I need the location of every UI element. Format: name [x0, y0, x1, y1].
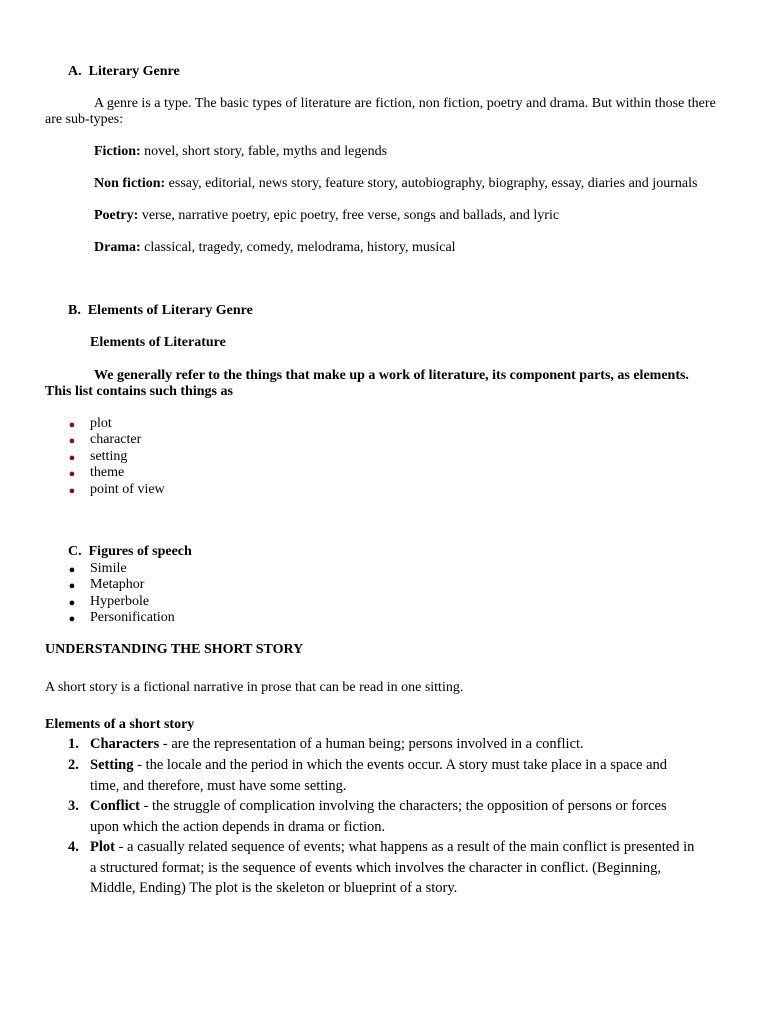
- section-b-title: Elements of Literary Genre: [87, 303, 253, 318]
- item-number: 3.: [68, 798, 79, 814]
- genre-poetry: [94, 208, 559, 224]
- section-b-heading: [68, 303, 253, 319]
- list-item-label: Personification: [90, 610, 175, 625]
- item-number: 1.: [68, 736, 79, 752]
- elements-intro-text-2: This list contains such things as: [45, 384, 233, 399]
- list-item-label: Simile: [90, 561, 127, 576]
- short-story-title: UNDERSTANDING THE SHORT STORY: [45, 642, 304, 657]
- elements-subheading: Elements of Literature: [90, 335, 226, 350]
- item-term: Conflict: [90, 798, 140, 814]
- bullet-icon: ●: [68, 613, 76, 625]
- genre-text: essay, editorial, news story, feature story, autobiography, biography, essay, diaries and journals: [165, 176, 698, 191]
- item-text-continued: Middle, Ending) The plot is the skeleton or blueprint of a story.: [90, 880, 458, 896]
- item-line: [90, 798, 667, 815]
- list-item-label: theme: [90, 465, 125, 480]
- genre-drama: [94, 240, 456, 256]
- list-item-label: Metaphor: [90, 577, 145, 592]
- elements-short-story-title: Elements of a short story: [45, 717, 195, 732]
- elements-intro-line-2: [45, 384, 233, 400]
- bullet-icon: ●: [68, 468, 76, 480]
- genre-fiction: [94, 144, 387, 160]
- bullet-icon: ●: [68, 580, 76, 592]
- bullet-icon: ●: [68, 435, 76, 447]
- elements-intro-line-1: [94, 368, 689, 384]
- elements-short-story-heading: [45, 717, 194, 733]
- item-number: 4.: [68, 839, 79, 855]
- genre-intro-line-1: A genre is a type. The basic types of literature are fiction, non fiction, poetry and drama. But within those there: [94, 96, 716, 111]
- item-text: - the locale and the period in which the events occur. A story must take place in a space and: [133, 757, 668, 773]
- short-story-definition: A short story is a fictional narrative in prose that can be read in one sitting.: [45, 680, 464, 695]
- bullet-icon: ●: [68, 597, 76, 609]
- item-text: - are the representation of a human being; persons involved in a conflict.: [159, 736, 584, 752]
- genre-label: Fiction:: [94, 144, 141, 159]
- genre-nonfiction: [94, 176, 697, 192]
- short-story-heading: [45, 642, 303, 658]
- item-line: [90, 757, 667, 774]
- bullet-icon: ●: [68, 419, 76, 431]
- section-b-letter: B.: [68, 303, 81, 318]
- section-c-letter: C.: [68, 544, 82, 559]
- item-text: - a casually related sequence of events; what happens as a result of the main conflict is presented in: [114, 839, 695, 855]
- genre-intro-line-2: are sub-types:: [45, 112, 124, 127]
- list-item-label: character: [90, 432, 142, 447]
- bullet-icon: ●: [68, 485, 76, 497]
- item-text-continued: time, and therefore, must have some setting.: [90, 778, 347, 794]
- item-text: - the struggle of complication involving the characters; the opposition of persons or forces: [139, 798, 667, 814]
- list-item-label: plot: [90, 416, 112, 431]
- bullet-icon: ●: [68, 564, 76, 576]
- item-term: Characters: [90, 736, 160, 752]
- genre-label: Non fiction:: [94, 176, 166, 191]
- section-a-letter: A.: [68, 64, 82, 79]
- genre-label: Drama:: [94, 240, 141, 255]
- elements-intro-text-1: We generally refer to the things that make up a work of literature, its component parts, as elements.: [94, 368, 689, 383]
- list-item-label: point of view: [90, 482, 165, 497]
- item-text-continued: upon which the action depends in drama or fiction.: [90, 819, 386, 835]
- item-number: 2.: [68, 757, 79, 773]
- section-a-title: Literary Genre: [88, 64, 180, 79]
- section-b-subheading: [90, 335, 226, 351]
- bullet-icon: ●: [68, 452, 76, 464]
- genre-text: novel, short story, fable, myths and legends: [140, 144, 388, 159]
- section-c-heading: [68, 544, 192, 560]
- item-line: [90, 839, 694, 856]
- list-item-label: Hyperbole: [90, 594, 150, 609]
- list-item-label: setting: [90, 449, 128, 464]
- section-a-heading: [68, 64, 180, 80]
- genre-label: Poetry:: [94, 208, 139, 223]
- item-term: Plot: [90, 839, 115, 855]
- section-c-title: Figures of speech: [88, 544, 192, 559]
- genre-text: classical, tragedy, comedy, melodrama, history, musical: [140, 240, 456, 255]
- item-line: [90, 736, 584, 753]
- item-term: Setting: [90, 757, 134, 773]
- item-text-continued: a structured format; is the sequence of events which involves the character in conflict. (Beginning,: [90, 860, 661, 876]
- genre-text: verse, narrative poetry, epic poetry, free verse, songs and ballads, and lyric: [138, 208, 560, 223]
